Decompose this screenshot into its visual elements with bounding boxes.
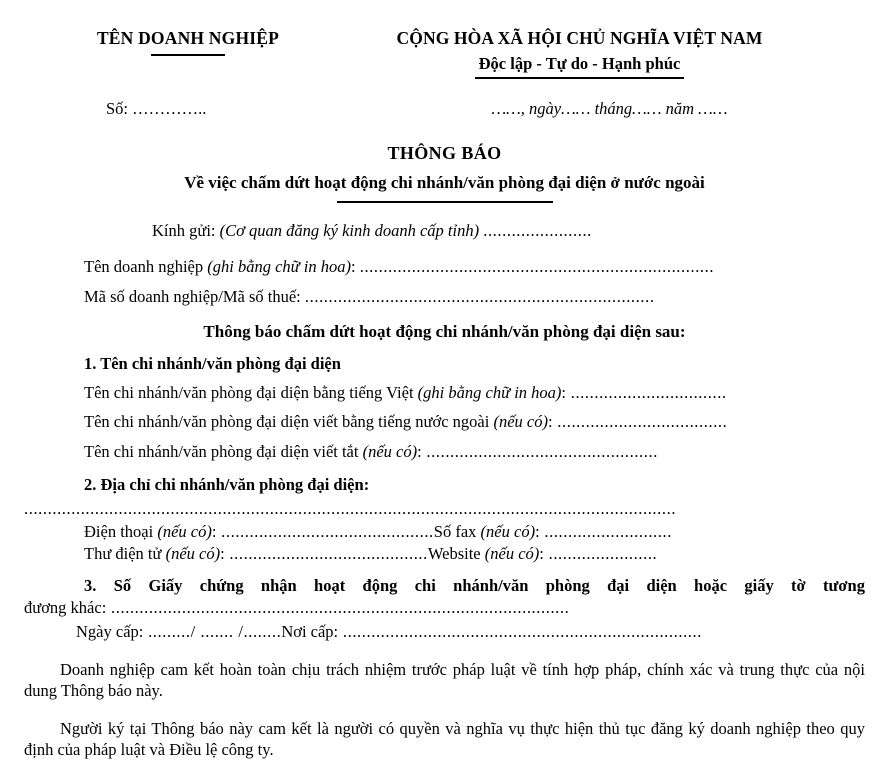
enterprise-name-line — [24, 257, 865, 278]
branch-name-abbrev-note: (nếu có) — [362, 442, 418, 462]
branch-phone-fax-line — [24, 522, 865, 543]
branch-name-foreign-label: Tên chi nhánh/văn phòng đại diện viết bằng tiếng nước ngoài — [84, 412, 490, 432]
issue-date-place-line — [24, 622, 865, 643]
branch-address-dots-line — [24, 499, 865, 520]
issue-place-label: Nơi cấp: — [281, 622, 339, 642]
branch-name-vi-dots: ................................. — [566, 382, 727, 402]
branch-name-abbrev-label: Tên chi nhánh/văn phòng đại diện viết tắt — [84, 442, 359, 462]
section-3-heading-colon: : — [101, 598, 107, 618]
branch-website-note: (nếu có) — [484, 544, 540, 564]
section-2-heading-colon: : — [363, 474, 370, 494]
branch-name-vi-note: (ghi bằng chữ in hoa) — [417, 382, 562, 402]
section-3-heading-line1: 3. Số Giấy chứng nhận hoạt động chi nhánh/văn phòng đại diện hoặc giấy tờ tương — [84, 576, 865, 596]
recipient-line — [0, 221, 889, 241]
branch-name-abbrev-dots: ................................................. — [421, 442, 658, 462]
enterprise-name-label: Tên doanh nghiệp — [84, 257, 204, 276]
enterprise-name-dots: ........................................................................... — [359, 257, 715, 276]
branch-name-vi-colon: : — [561, 382, 566, 402]
recipient-note: (Cơ quan đăng ký kinh doanh cấp tỉnh) — [219, 221, 480, 240]
branch-phone-colon: : — [211, 521, 217, 541]
section-3-heading-dots: ................................................................................................. — [106, 598, 570, 618]
branch-name-vi-line — [24, 383, 865, 404]
branch-name-vi-label: Tên chi nhánh/văn phòng đại diện bằng tiếng Việt — [84, 382, 414, 402]
branch-phone-dots: ............................................. — [216, 521, 434, 541]
header-left-block — [24, 28, 324, 79]
number-date-row — [0, 99, 889, 119]
document-date: ……, ngày…… tháng…… năm …… — [491, 99, 728, 118]
section-2-heading — [24, 475, 865, 495]
issue-date-label: Ngày cấp: — [76, 622, 144, 642]
commitment-paragraph-1: Doanh nghiệp cam kết hoàn toàn chịu trách nhiệm trước pháp luật về tính hợp pháp, chính xác và trung thực của nội dung Thông báo này. — [24, 660, 865, 701]
branch-website-label: Website — [427, 544, 481, 564]
header-right-block — [324, 28, 865, 79]
branch-fax-dots: ........................... — [539, 521, 672, 541]
issue-place-dots: ............................................................................ — [338, 622, 702, 642]
issue-date-value: ........./ ....... /........ — [143, 622, 282, 642]
page-title: THÔNG BÁO — [387, 143, 502, 163]
branch-phone-label: Điện thoại — [84, 521, 154, 541]
branch-fax-label: Số fax — [433, 521, 477, 541]
branch-fax-colon: : — [535, 521, 540, 541]
branch-website-dots: ....................... — [543, 544, 658, 564]
commitment-paragraph-2: Người ký tại Thông báo này cam kết là người có quyền và nghĩa vụ thực hiện thủ tục đăng ký doanh nghiệp theo quy định của pháp luật và Điều lệ công ty. — [24, 718, 865, 760]
section-2-heading-text: 2. Địa chỉ chi nhánh/văn phòng đại diện — [84, 474, 364, 494]
branch-name-foreign-dots: .................................... — [552, 412, 728, 432]
section-3-heading-cont: đương khác — [24, 598, 102, 618]
branch-name-foreign-line — [24, 412, 865, 433]
branch-email-colon: : — [220, 544, 225, 564]
enterprise-code-label: Mã số doanh nghiệp/Mã số thuế: — [84, 286, 301, 306]
title-divider — [337, 201, 553, 203]
branch-name-abbrev-colon: : — [417, 442, 422, 462]
national-title: CỘNG HÒA XÃ HỘI CHỦ NGHĨA VIỆT NAM — [396, 28, 763, 48]
document-header — [0, 0, 889, 79]
document-number: Số: ………….. — [106, 99, 207, 118]
enterprise-name-note: (ghi bằng chữ in hoa) — [207, 257, 351, 276]
enterprise-code-line — [24, 287, 865, 308]
branch-email-dots: .......................................... — [224, 544, 428, 564]
branch-address-dots: .......................................................................................................................................... — [24, 498, 677, 518]
page-subtitle: Về việc chấm dứt hoạt động chi nhánh/văn phòng đại diện ở nước ngoài — [184, 173, 705, 192]
enterprise-code-dots: .......................................................................... — [304, 286, 655, 306]
organization-name: TÊN DOANH NGHIỆP — [96, 28, 280, 48]
organization-name-underline — [151, 54, 225, 56]
branch-name-foreign-note: (nếu có) — [493, 412, 548, 432]
document-body — [0, 257, 889, 761]
branch-phone-note: (nếu có) — [157, 521, 212, 541]
branch-name-foreign-colon: : — [547, 412, 553, 432]
branch-email-label: Thư điện tử — [84, 544, 162, 564]
national-motto: Độc lập - Tự do - Hạnh phúc — [475, 54, 685, 79]
branch-email-note: (nếu có) — [165, 544, 221, 564]
recipient-dots: ....................... — [483, 221, 592, 240]
enterprise-name-colon: : — [351, 257, 356, 276]
branch-name-abbrev-line — [24, 442, 865, 463]
recipient-label: Kính gửi: — [152, 221, 216, 240]
branch-website-colon: : — [539, 544, 544, 564]
section-1-heading: 1. Tên chi nhánh/văn phòng đại diện — [84, 353, 341, 373]
section-3-heading-line2 — [24, 598, 865, 618]
branch-fax-note: (nếu có) — [480, 521, 536, 541]
branch-email-website-line — [24, 544, 865, 565]
title-block — [0, 143, 889, 203]
notice-heading: Thông báo chấm dứt hoạt động chi nhánh/văn phòng đại diện sau: — [203, 321, 686, 341]
